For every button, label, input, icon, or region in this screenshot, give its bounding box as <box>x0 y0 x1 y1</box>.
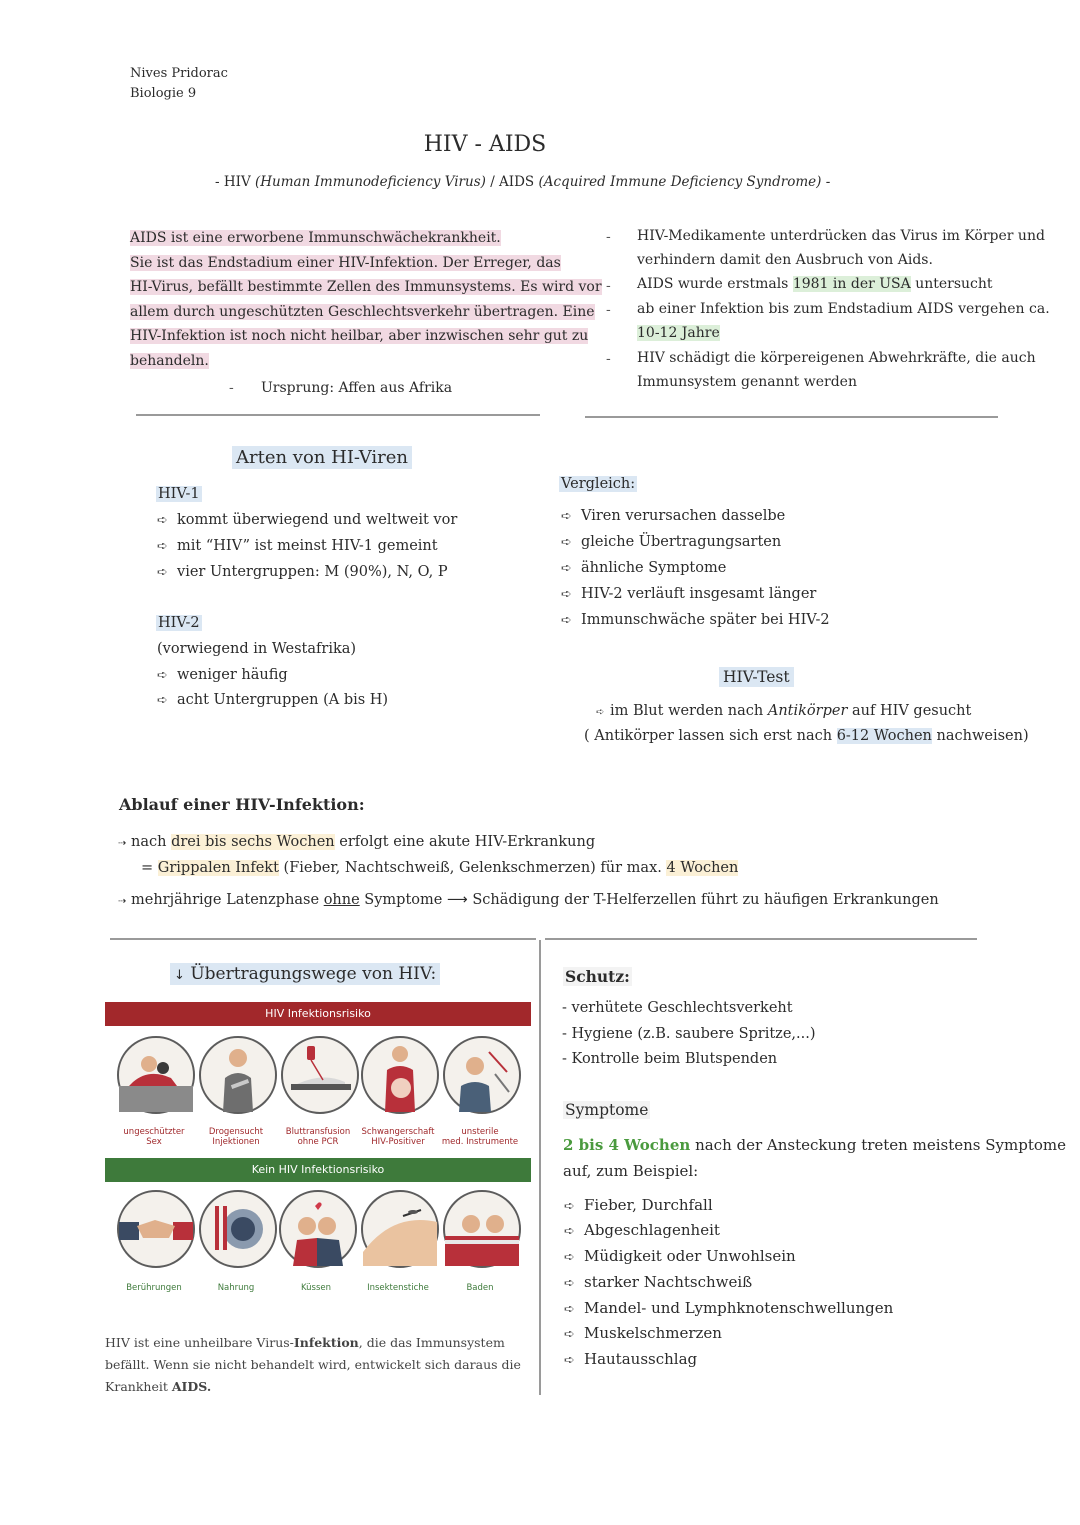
arrow-icon: ➪ <box>157 565 168 580</box>
fact-2-highlight: 1981 in der USA <box>792 276 911 292</box>
intro-line-text: allem durch ungeschützten Geschlechtsverkehr übertragen. Eine <box>130 303 595 320</box>
caption-b: Infektion <box>293 1335 359 1350</box>
subtitle-sep: / AIDS <box>490 174 535 190</box>
symptome-intro-highlight: 2 bis 4 Wochen <box>563 1136 691 1154</box>
arten-heading: Arten von HI-Viren <box>232 446 412 469</box>
symptom-item-text: Mandel- und Lymphknotenschwellungen <box>584 1299 894 1317</box>
unprotected-sex-icon <box>117 1036 195 1114</box>
fact-1a: HIV-Medikamente unterdrücken das Virus im Körper und <box>637 228 1045 244</box>
hiv2-note: (vorwiegend in Westafrika) <box>157 641 357 657</box>
ablauf-l2-highlight-2: 4 Wochen <box>666 860 739 876</box>
arrow-icon: ➪ <box>564 1327 575 1342</box>
fact-bullet: - <box>606 351 611 367</box>
symptom-item <box>564 1247 796 1265</box>
arrow-icon: ➪ <box>564 1250 575 1265</box>
arrow-icon: ➪ <box>564 1276 575 1291</box>
arrow-icon: ➪ <box>561 535 572 550</box>
uebertragung-heading <box>170 963 440 985</box>
symptom-item-text: Muskelschmerzen <box>584 1324 722 1342</box>
divider-right-bottom <box>545 938 977 940</box>
caption-c: , die das Immunsystem befällt. Wenn <box>105 1335 505 1372</box>
divider-left-top <box>136 414 540 416</box>
no-risk-caption: Insektenstiche <box>367 1283 429 1293</box>
risk-band: HIV Infektionsrisiko <box>105 1002 531 1026</box>
test-line-2 <box>584 728 1029 744</box>
symptom-item-text: Hautausschlag <box>584 1350 698 1368</box>
arrow-icon: ➪ <box>561 509 572 524</box>
uebertragung-heading-text: Übertragungswege von HIV: <box>190 964 437 984</box>
hiv1-label: HIV-1 <box>158 486 200 502</box>
caption-e: AIDS. <box>171 1379 212 1394</box>
ablauf-line-1 <box>118 834 595 850</box>
ablauf-l1-highlight: drei bis sechs Wochen <box>171 834 335 850</box>
risk-caption-line: med. Instrumente <box>441 1137 519 1147</box>
intro-line-text: Sie ist das Endstadium einer HIV-Infektion. Der Erreger, das <box>130 254 561 271</box>
handshake-icon <box>117 1190 195 1268</box>
page-subtitle <box>215 174 830 190</box>
test-line-1-pre: im Blut werden nach <box>610 703 764 719</box>
no-risk-caption: Nahrung <box>217 1283 255 1293</box>
risk-caption-line: Sex <box>146 1137 162 1147</box>
schutz-item: - Kontrolle beim Blutspenden <box>562 1051 778 1067</box>
no-risk-caption: Baden <box>466 1283 494 1293</box>
risk-caption <box>194 1127 278 1147</box>
long-arrow-icon: ⟶ <box>446 892 468 908</box>
author-name: Nives Pridorac <box>130 66 228 81</box>
insect-bite-icon <box>361 1190 439 1268</box>
food-icon <box>199 1190 277 1268</box>
ablauf-l2-eq: = <box>141 860 154 876</box>
caption-d: sie nicht behandelt wird, entwickelt sich daraus die Krankheit <box>105 1357 521 1394</box>
unsterile-instruments-icon <box>443 1036 521 1114</box>
ablauf-l1-pre: nach <box>131 834 167 850</box>
intro-line-text: behandeln. <box>130 352 209 369</box>
vergleich-item <box>561 508 785 524</box>
symptome-intro-line-2: auf, zum Beispiel: <box>563 1162 699 1180</box>
divider-right-top <box>585 416 998 418</box>
fact-3a: ab einer Infektion bis zum Endstadium AIDS vergehen ca. <box>637 301 1050 317</box>
intro-line-text: HIV-Infektion ist noch nicht heilbar, aber inzwischen sehr gut zu <box>130 328 589 344</box>
symptome-intro-post: nach der Ansteckung treten meistens Symptome <box>695 1136 1066 1154</box>
intro-line <box>130 324 589 349</box>
test-line-1-em: Antikörper <box>767 703 848 719</box>
origin-text: Ursprung: Affen aus Afrika <box>261 380 453 396</box>
schutz-heading: Schutz: <box>565 967 630 986</box>
fact-bullet: - <box>606 278 611 294</box>
arrow-icon: ➪ <box>596 707 605 718</box>
schutz-item: - Hygiene (z.B. saubere Spritze,...) <box>562 1026 816 1042</box>
transmission-infographic <box>105 1002 531 1292</box>
intro-line <box>130 226 542 251</box>
infographic-caption <box>105 1332 535 1398</box>
fact-bullet: - <box>606 302 611 318</box>
intro-line-text: HI-Virus, befällt bestimmte Zellen des Immunsystems. Es wird vor <box>130 279 602 295</box>
intro-line <box>130 275 602 300</box>
ablauf-l3-post: Schädigung der T-Helferzellen führt zu häufigen Erkrankungen <box>472 892 939 908</box>
fact-3-highlight-text: 10-12 Jahre <box>637 325 720 341</box>
subtitle-hiv-full: (Human Immunodeficiency Virus) <box>255 174 486 190</box>
fact-2-pre: AIDS wurde erstmals <box>637 276 789 292</box>
symptom-item <box>564 1221 720 1239</box>
symptome-heading: Symptome <box>565 1101 649 1119</box>
drug-injection-icon <box>199 1036 277 1114</box>
subject-name: Biologie 9 <box>130 86 197 101</box>
test-line-2-highlight: 6-12 Wochen <box>836 728 932 744</box>
risk-caption-line: ungeschützter <box>123 1127 185 1137</box>
intro-line-text: AIDS ist eine erworbene Immunschwächekrankheit. <box>130 230 501 246</box>
fact-bullet: - <box>606 229 611 245</box>
origin-bullet: - <box>229 380 234 396</box>
fact-2 <box>637 276 993 292</box>
arrow-icon: ➪ <box>157 668 168 683</box>
risk-caption <box>438 1127 522 1147</box>
ablauf-l3-pre: mehrjährige Latenzphase <box>131 892 320 908</box>
vergleich-item-text: gleiche Übertragungsarten <box>581 534 782 550</box>
page-title: HIV - AIDS <box>423 132 547 157</box>
fact-3-highlight <box>637 325 720 341</box>
bathing-icon <box>443 1190 521 1268</box>
symptom-item-text: Fieber, Durchfall <box>584 1196 713 1214</box>
symptom-item-text: Abgeschlagenheit <box>584 1221 720 1239</box>
arrow-icon: ➪ <box>561 587 572 602</box>
symptom-item <box>564 1299 893 1317</box>
hiv1-item-text: vier Untergruppen: M (90%), N, O, P <box>177 564 448 580</box>
risk-caption-line: ohne PCR <box>297 1137 339 1147</box>
vergleich-item <box>561 586 816 602</box>
fact-2-post: untersucht <box>915 276 993 292</box>
arrow-icon: ➪ <box>157 513 168 528</box>
test-line-2-pre: ( Antikörper lassen sich erst nach <box>584 728 833 744</box>
risk-caption-line: Bluttransfusion <box>285 1127 351 1137</box>
fact-4a: HIV schädigt die körpereigenen Abwehrkräfte, die auch <box>637 350 1036 366</box>
vergleich-item-text: Immunschwäche später bei HIV-2 <box>581 612 830 628</box>
arrow-icon: ➪ <box>564 1199 575 1214</box>
ablauf-l2-mid: (Fieber, Nachtschweiß, Gelenkschmerzen) für max. <box>283 860 662 876</box>
fact-1b: verhindern damit den Ausbruch von Aids. <box>637 252 933 268</box>
hiv2-item <box>157 667 288 683</box>
symptom-item <box>564 1324 722 1342</box>
divider-left-bottom <box>110 938 536 940</box>
no-risk-caption: Küssen <box>300 1283 331 1293</box>
symptom-item-text: starker Nachtschweiß <box>584 1273 753 1291</box>
risk-caption <box>356 1127 440 1147</box>
intro-paragraph <box>130 226 602 373</box>
small-arrow-icon: ⇢ <box>118 896 127 907</box>
ablauf-heading: Ablauf einer HIV-Infektion: <box>119 795 365 814</box>
schutz-item: - verhütete Geschlechtsverkeht <box>562 1000 793 1016</box>
symptome-intro-line-1 <box>563 1136 1066 1154</box>
arrow-icon: ➪ <box>564 1224 575 1239</box>
hiv2-label: HIV-2 <box>158 615 200 631</box>
risk-caption-line: unsterile <box>461 1127 499 1137</box>
vergleich-item-text: HIV-2 verläuft insgesamt länger <box>581 586 817 602</box>
intro-line <box>130 251 561 276</box>
symptom-item <box>564 1273 752 1291</box>
arrow-icon: ➪ <box>564 1353 575 1368</box>
subtitle-aids-full: (Acquired Immune Deficiency Syndrome) - <box>538 174 831 190</box>
ablauf-l3-mid: Symptome <box>364 892 443 908</box>
ablauf-l2-highlight: Grippalen Infekt <box>157 860 279 876</box>
risk-caption <box>276 1127 360 1147</box>
hiv1-item-text: mit “HIV” ist meinst HIV-1 gemeint <box>177 538 438 554</box>
test-line-1-post: auf HIV gesucht <box>852 703 972 719</box>
arrow-icon: ➪ <box>157 539 168 554</box>
small-arrow-icon: ⇢ <box>118 838 127 849</box>
arrow-icon: ➪ <box>157 693 168 708</box>
hiv1-item <box>157 538 438 554</box>
no-risk-band: Kein HIV Infektionsrisiko <box>105 1158 531 1182</box>
symptom-item-text: Müdigkeit oder Unwohlsein <box>584 1247 796 1265</box>
risk-caption-line: Drogensucht <box>208 1127 264 1137</box>
symptom-item <box>564 1196 713 1214</box>
hiv1-item <box>157 564 448 580</box>
kissing-icon <box>279 1190 357 1268</box>
hiv2-item-text: acht Untergruppen (A bis H) <box>177 692 389 708</box>
arrow-icon: ➪ <box>561 561 572 576</box>
vergleich-item <box>561 612 830 628</box>
vergleich-item-text: ähnliche Symptome <box>581 560 727 576</box>
vergleich-item-text: Viren verursachen dasselbe <box>581 508 786 524</box>
hiv1-item <box>157 512 457 528</box>
vergleich-label: Vergleich: <box>561 476 636 492</box>
vergleich-item <box>561 534 781 550</box>
symptom-item <box>564 1350 697 1368</box>
hiv2-item <box>157 692 388 708</box>
no-risk-caption: Berührungen <box>126 1283 182 1293</box>
risk-caption-line: Schwangerschaft <box>361 1127 435 1137</box>
ablauf-line-3 <box>118 892 939 908</box>
test-line-1 <box>596 703 971 719</box>
caption-a: HIV ist eine unheilbare Virus- <box>105 1335 294 1350</box>
risk-caption <box>112 1127 196 1147</box>
ablauf-l3-underline: ohne <box>323 892 360 908</box>
vertical-divider <box>539 940 541 1395</box>
down-arrow-icon: ↓ <box>174 968 185 983</box>
ablauf-l1-post: erfolgt eine akute HIV-Erkrankung <box>339 834 596 850</box>
vergleich-item <box>561 560 726 576</box>
ablauf-line-2 <box>141 860 738 876</box>
risk-caption-line: HIV-Positiver <box>371 1137 425 1147</box>
pregnancy-icon <box>361 1036 439 1114</box>
blood-transfusion-icon <box>281 1036 359 1114</box>
test-heading: HIV-Test <box>719 667 794 687</box>
arrow-icon: ➪ <box>561 613 572 628</box>
subtitle-lead: - HIV <box>215 174 251 190</box>
risk-caption-line: Injektionen <box>212 1137 260 1147</box>
fact-4b: Immunsystem genannt werden <box>637 374 857 390</box>
intro-line <box>130 349 542 374</box>
hiv1-item-text: kommt überwiegend und weltweit vor <box>177 512 458 528</box>
arrow-icon: ➪ <box>564 1302 575 1317</box>
intro-line <box>130 300 595 325</box>
hiv2-item-text: weniger häufig <box>177 667 288 683</box>
test-line-2-post: nachweisen) <box>936 728 1029 744</box>
